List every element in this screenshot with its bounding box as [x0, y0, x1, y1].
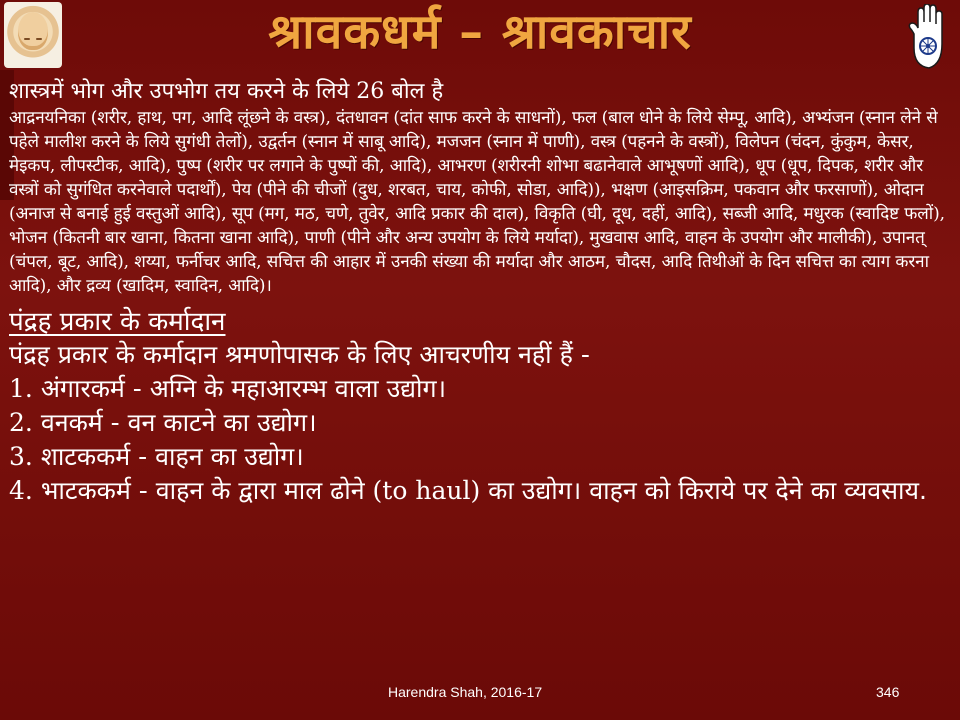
- slide-title: श्रावकधर्म – श्रावकाचार: [268, 4, 692, 60]
- item-text-cont: का उद्योग। वाहन को किराये पर देने का व्यवसाय.: [480, 476, 927, 505]
- page-number: 346: [876, 684, 900, 700]
- section-title: पंद्रह प्रकार के कर्मादान: [9, 307, 226, 337]
- slide-content: [9, 78, 953, 508]
- intro-line: पंद्रह प्रकार के कर्मादान श्रमणोपासक के लिए आचरणीय नहीं हैं -: [9, 340, 590, 369]
- footer-author: Harendra Shah, 2016-17: [388, 684, 543, 700]
- item-number: 4.: [9, 476, 33, 505]
- list-item: [9, 474, 953, 508]
- jain-hand-icon: [904, 4, 954, 72]
- item-number: 1.: [9, 374, 33, 403]
- item-text: वनकर्म - वन काटने का उद्योग।: [40, 408, 317, 437]
- list-item: [9, 440, 953, 474]
- list-item: [9, 406, 953, 440]
- item-text: अंगारकर्म - अग्नि के महाआरम्भ वाला उद्योग।: [40, 374, 447, 403]
- item-text: शाटककर्म - वाहन का उद्योग।: [40, 442, 304, 471]
- list-item: [9, 372, 953, 406]
- items-paragraph: आद्रनयनिका (शरीर, हाथ, पग, आदि लूंछने के वस्त्र), दंतधावन (दांत साफ करने के साधनों), फल (बाल धोने के लिये सेम्पू, आदि), अभ्यंजन (स्नान लेने से पहेले मालीश करने के लिये सुगंधी तेलों), उद्वर्तन (स्नान में साबू आदि), मजजन (स्नान में पाणी), वस्त्र (पहनने के वस्त्रों), विलेपन (चंदन, कुंकुम, केसर, मेइकप, लीपस्टीक, आदि), पुष्प (शरीर पर लगाने के पुष्पों की, आदि), आभरण (शरीरनी शोभा बढानेवाले आभूषणों आदि), धूप (धूप, दिपक, शरीर और वस्त्रों को सुगंधित करनेवाले पदार्थों), पेय (पीने की चीजों (दुध, शरबत, चाय, कोफी, सोडा, आदि)), भक्षण (आइसक्रिम, पकवान और फरसाणों), ओदान (अनाज से बनाई हुई वस्तुओं आदि), सूप (मग, मठ, चणे, तुवेर, आदि प्रकार की दाल), विकृति (घी, दूध, दहीं, आदि), सब्जी आदि, मधुरक (स्वादिष्ट फलों), भोजन (कितनी बार खाना, कितना खाना आदि), पाणी (पीने और अन्य उपयोग के लिये मर्यादा), मुखवास आदि, वाहन के उपयोग और मालीकी), उपानत् (चंपल, बूट, आदि), शय्या, फर्नीचर आदि, सचित्त की आहार में उनकी संख्या की मर्यादा और आठम, चौदस, आदि तिथीओं के दिन सचित्त का त्याग करना आदि), और द्रव्य (खादिम, स्वादिन, आदि)।: [9, 108, 945, 296]
- item-number: 2.: [9, 408, 33, 437]
- subheading: शास्त्रमें भोग और उपभोग तय करने के लिये 26 बोल है: [9, 79, 444, 104]
- item-number: 3.: [9, 442, 33, 471]
- item-english-gloss: (to haul): [372, 476, 481, 505]
- item-text: भाटककर्म - वाहन के द्वारा माल ढोने: [40, 476, 373, 505]
